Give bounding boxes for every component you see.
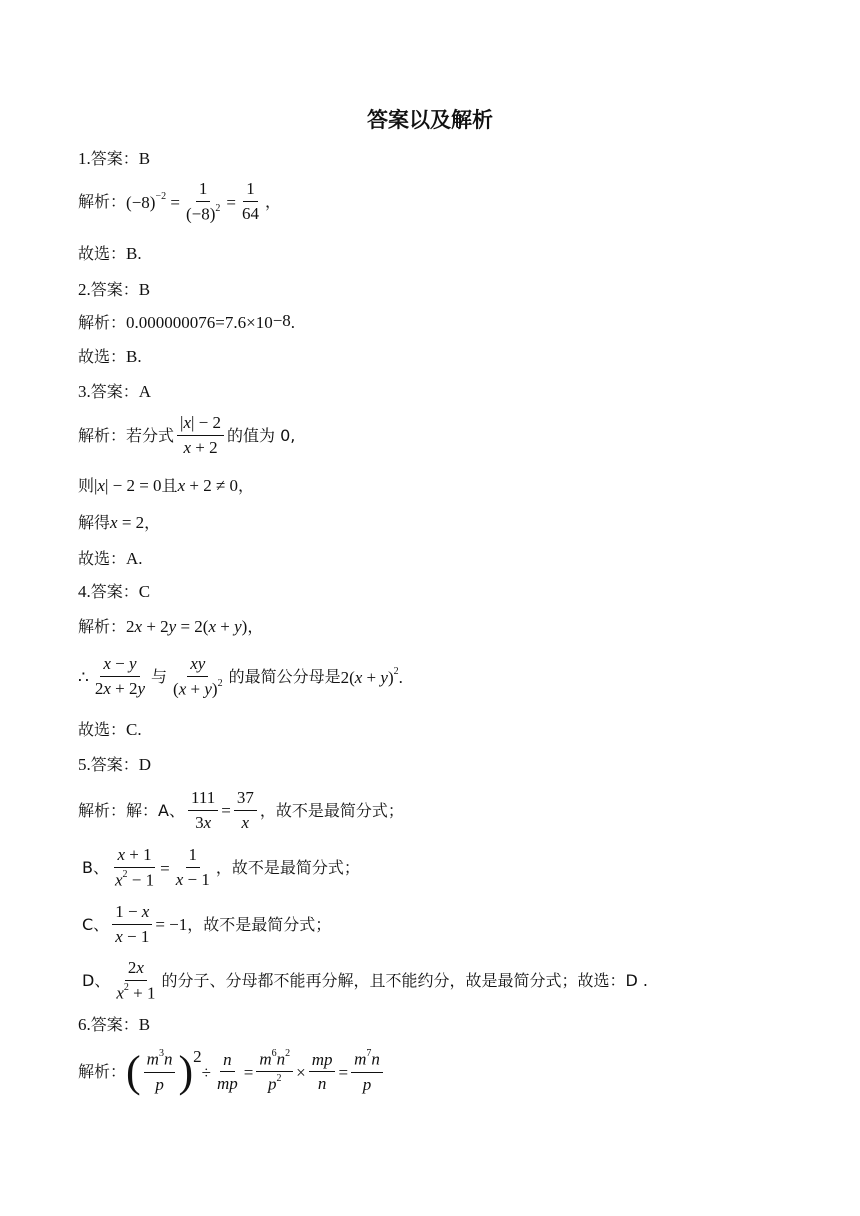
q6-fraction-4: $\frac{mp}{n}$ xyxy=(309,1051,336,1094)
q4-therefore: ∴ $\frac{x - y}{2x + 2y}$ 与 $\frac{xy}{(x + y)^2}$ 的最简公分母是 $2(x + y)^2$. xyxy=(78,654,403,699)
q5-a: 解析： 解：A、 $\frac{111}{3x}$ = $\frac{37}{x}$ ，故不是最简分式； xyxy=(78,788,404,832)
q5-d-fraction: $\frac{2x}{x^2 + 1}$ xyxy=(116,958,156,1003)
q6-fraction-1: $\frac{m^3n}{p}$ xyxy=(144,1050,176,1094)
q6-answer: 6. 答案： B xyxy=(78,1014,151,1034)
q1-choose: 故选： B. xyxy=(78,243,142,263)
q5-answer: 5. 答案： D xyxy=(78,754,152,774)
page-title: 答案以及解析 xyxy=(367,108,493,132)
q4-fraction-2: $\frac{xy}{(x + y)^2}$ xyxy=(173,654,223,699)
q4-answer: 4. 答案： C xyxy=(78,581,151,601)
q1-analysis: 解析： $(-8)^{-2}$ = $\frac{1}{(-8)^2}$ = $\frac{1}{64}$ ， xyxy=(78,179,281,224)
q2-answer: 2. 答案： B xyxy=(78,279,151,299)
q6-fraction-2: $\frac{n}{mp}$ xyxy=(216,1049,238,1094)
q5-a-fraction-2: $\frac{37}{x}$ xyxy=(234,789,257,832)
q5-a-fraction-1: $\frac{111}{3x}$ xyxy=(188,789,218,832)
q3-solve: 解得 x = 2 ， xyxy=(78,512,161,532)
q5-b-fraction-2: $\frac{1}{x - 1}$ xyxy=(175,845,210,890)
q4-fraction-1: $\frac{x - y}{2x + 2y}$ xyxy=(94,654,146,699)
q4-choose: 故选： C. xyxy=(78,719,142,739)
q1-fraction-2: $\frac{1}{64}$ xyxy=(241,179,259,224)
q2-choose: 故选： B. xyxy=(78,346,142,366)
q5-c-fraction: $\frac{1 - x}{x - 1}$ xyxy=(112,903,152,946)
q5-b: B、 $\frac{x + 1}{x^2 - 1}$ = $\frac{1}{x - 1}$ ，故不是最简分式； xyxy=(82,845,360,890)
q6-fraction-3: $\frac{m^6n^2}{p^2}$ xyxy=(256,1050,293,1095)
q5-c: C、 $\frac{1 - x}{x - 1}$ = −1 ，故不是最简分式； xyxy=(82,902,332,946)
q5-d: D、 $\frac{2x}{x^2 + 1}$ 的分子、分母都不能再分解，且不能约分，故是最简分式；故选：D . xyxy=(82,958,648,1003)
q3-choose: 故选： A. xyxy=(78,548,143,568)
q3-analysis: 解析： 若分式 $\frac{|x| - 2}{x + 2}$ 的值为 0, xyxy=(78,413,296,457)
q1-answer: 1. 答案： B xyxy=(78,148,151,168)
q3-fraction: $\frac{|x| - 2}{x + 2}$ xyxy=(177,414,224,457)
q2-analysis: 解析： 0.000000076 = 7.6×10 $^{-8}$ . xyxy=(78,311,296,332)
q5-b-fraction-1: $\frac{x + 1}{x^2 - 1}$ xyxy=(114,845,155,890)
q6-analysis: 解析： ( $\frac{m^3n}{p}$ ) $^2$ ÷ $\frac{n}{mp}$ = $\frac{m^6n^2}{p^2}$ × $\frac{mp}{n}$ = $\frac{m^7n}{p}$ xyxy=(78,1050,386,1095)
q3-then: 则 |x| − 2 = 0 且 x + 2 ≠ 0 ， xyxy=(78,475,255,495)
q1-fraction-1: $\frac{1}{(-8)^2}$ xyxy=(185,179,221,224)
q4-analysis: 解析： 2x + 2y = 2(x + y) ， xyxy=(78,616,264,636)
q3-answer: 3. 答案： A xyxy=(78,381,152,401)
q6-fraction-5: $\frac{m^7n}{p}$ xyxy=(351,1050,383,1094)
q1-lhs: $(-8)^{-2}$ = xyxy=(126,190,180,212)
